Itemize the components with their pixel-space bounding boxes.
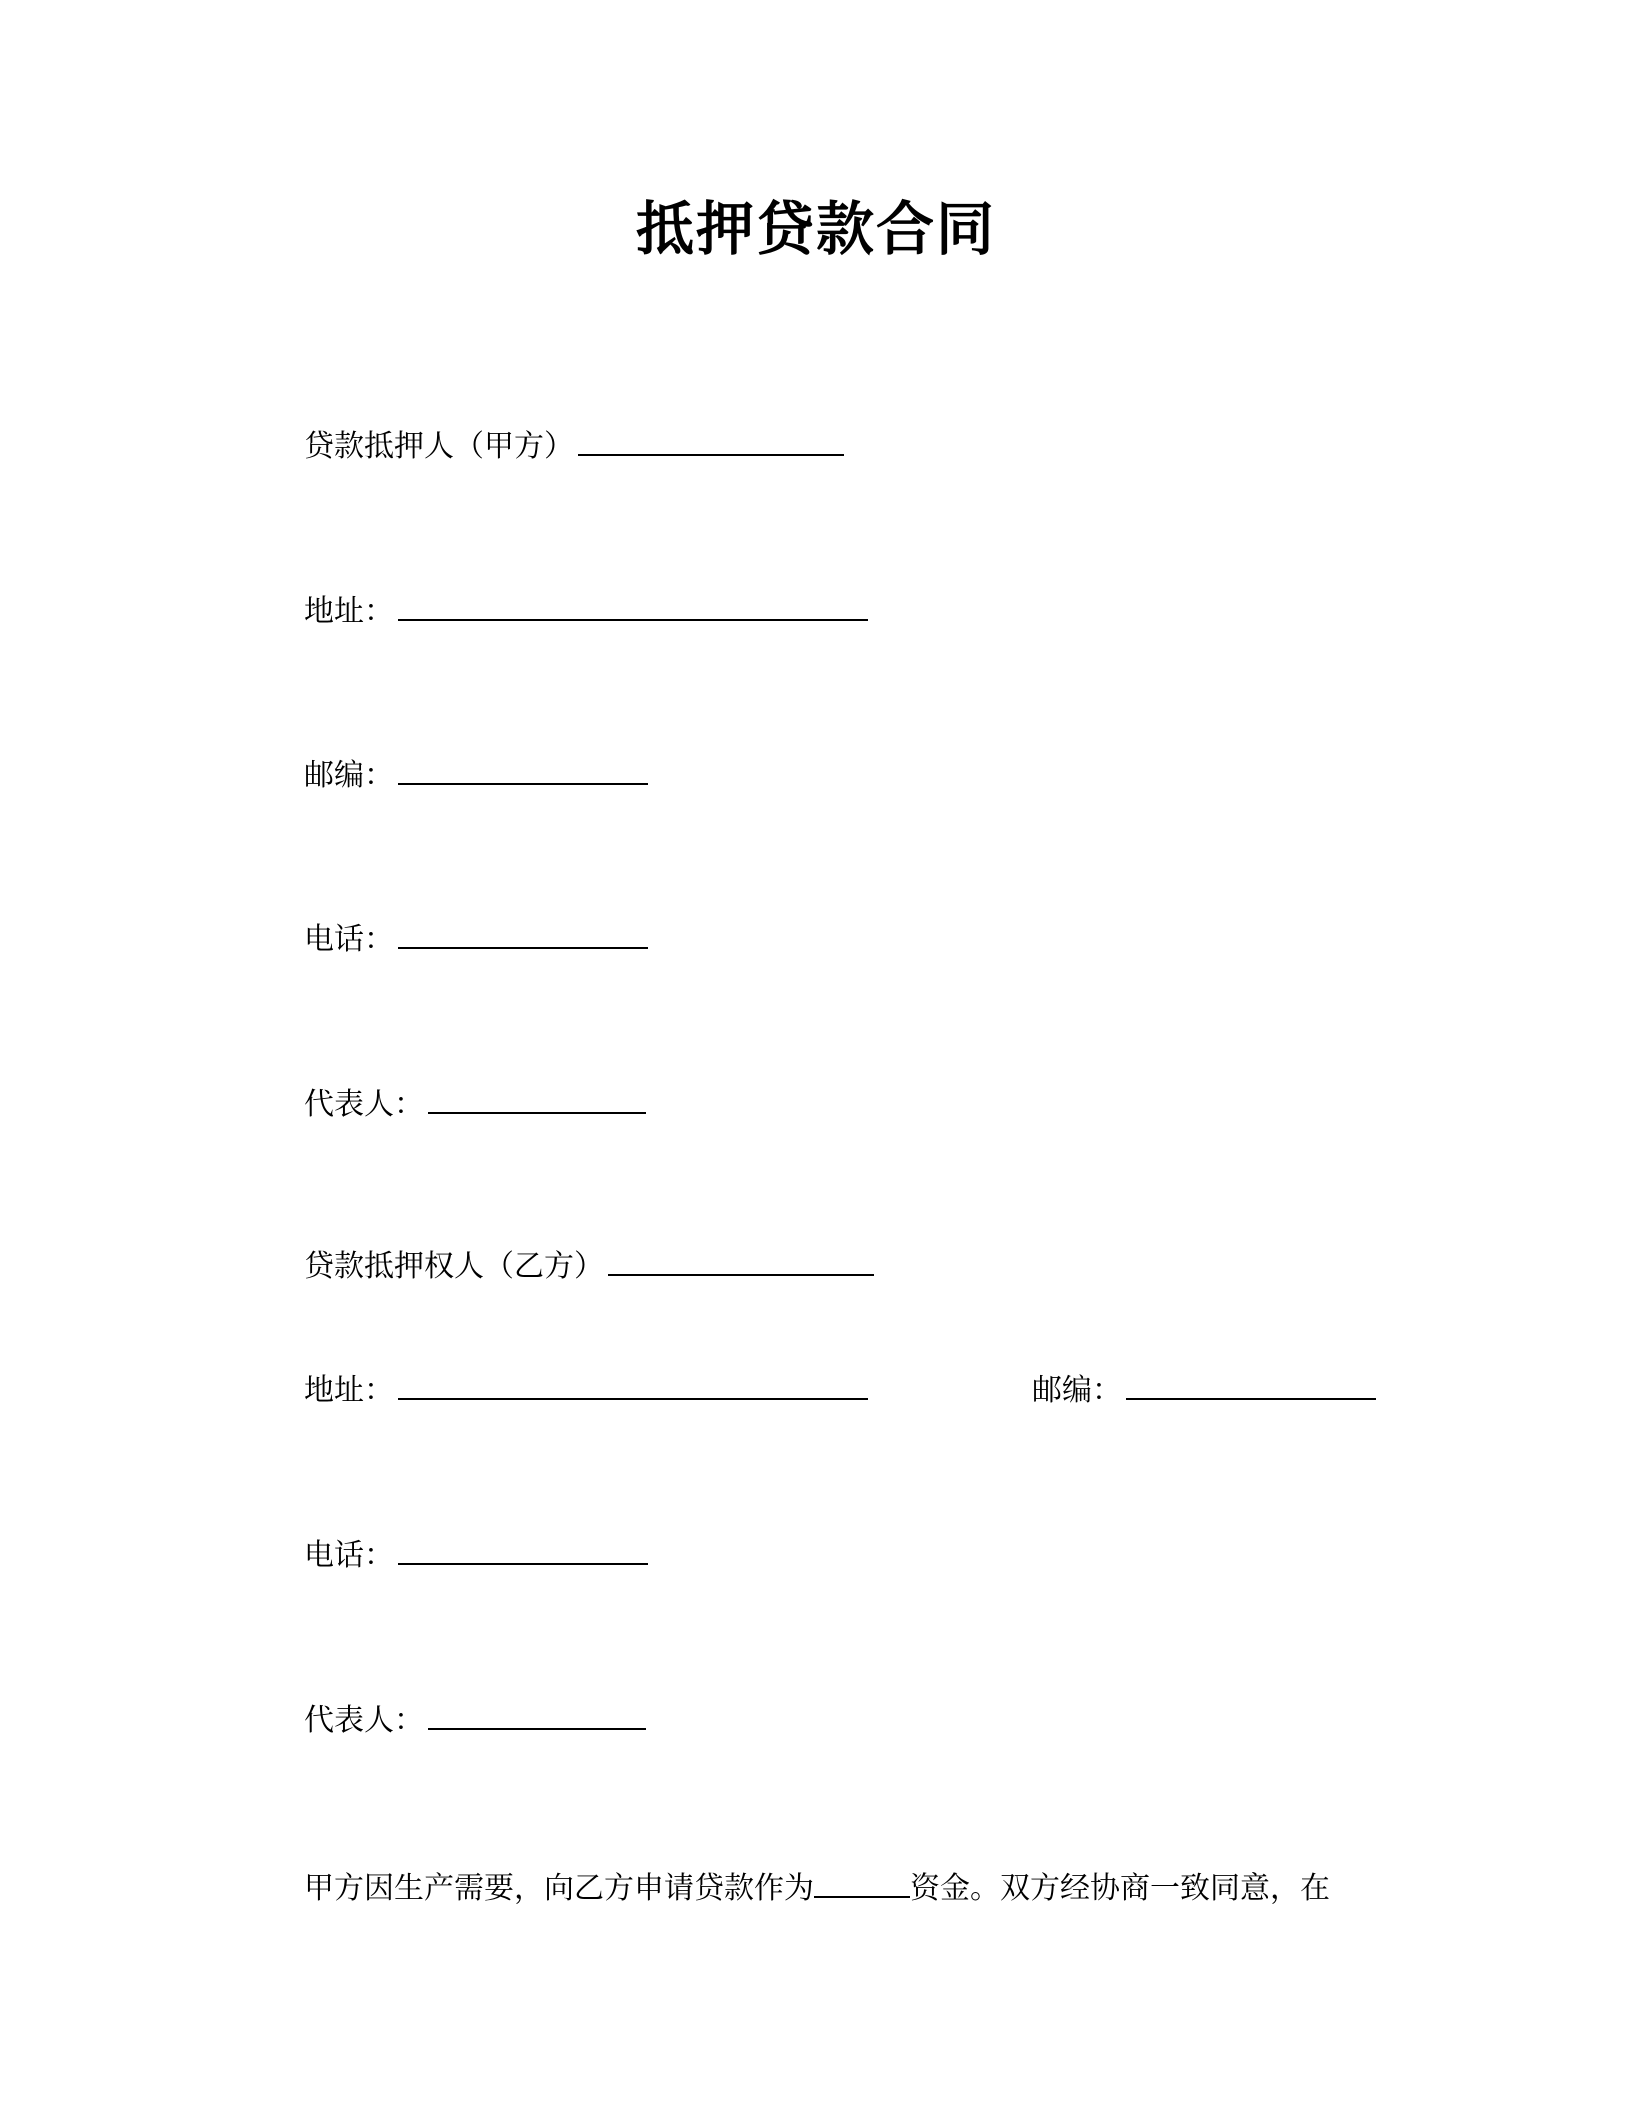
party-a-phone-field[interactable]: [398, 913, 648, 949]
body-sentence-start: 甲方因生产需要，向乙方申请贷款作为: [304, 1871, 814, 1906]
party-a-name-row: [304, 420, 844, 466]
body-sentence-end: 资金。双方经协商一致同意，在: [910, 1871, 1330, 1906]
party-a-address-row: [304, 585, 868, 631]
party-a-name-label: 贷款抵押人（甲方）: [304, 429, 574, 464]
party-a-phone-label: 电话：: [304, 922, 394, 957]
party-a-postcode-row: [304, 749, 648, 795]
party-b-postcode-row: [1032, 1364, 1376, 1410]
party-a-representative-label: 代表人：: [304, 1087, 424, 1122]
loan-purpose-field[interactable]: [814, 1862, 910, 1898]
party-b-address-label: 地址：: [304, 1373, 394, 1408]
party-b-address-field[interactable]: [398, 1364, 868, 1400]
party-a-address-label: 地址：: [304, 594, 394, 629]
party-a-phone-row: [304, 913, 648, 959]
party-b-representative-label: 代表人：: [304, 1703, 424, 1738]
party-b-representative-field[interactable]: [428, 1694, 646, 1730]
party-a-address-field[interactable]: [398, 585, 868, 621]
party-b-postcode-field[interactable]: [1126, 1364, 1376, 1400]
party-b-postcode-label: 邮编：: [1032, 1373, 1122, 1408]
party-a-representative-field[interactable]: [428, 1078, 646, 1114]
party-b-address-row: [304, 1364, 868, 1410]
party-b-phone-label: 电话：: [304, 1538, 394, 1573]
party-b-phone-row: [304, 1529, 648, 1575]
party-a-postcode-label: 邮编：: [304, 758, 394, 793]
contract-body-paragraph: [304, 1862, 1384, 1912]
party-b-phone-field[interactable]: [398, 1529, 648, 1565]
party-a-representative-row: [304, 1078, 646, 1124]
party-b-name-row: [304, 1240, 874, 1286]
party-b-name-field[interactable]: [608, 1240, 874, 1276]
party-a-name-field[interactable]: [578, 420, 844, 456]
party-b-representative-row: [304, 1694, 646, 1740]
party-b-name-label: 贷款抵押权人（乙方）: [304, 1249, 604, 1284]
document-title: 抵押贷款合同: [635, 195, 996, 263]
party-a-postcode-field[interactable]: [398, 749, 648, 785]
